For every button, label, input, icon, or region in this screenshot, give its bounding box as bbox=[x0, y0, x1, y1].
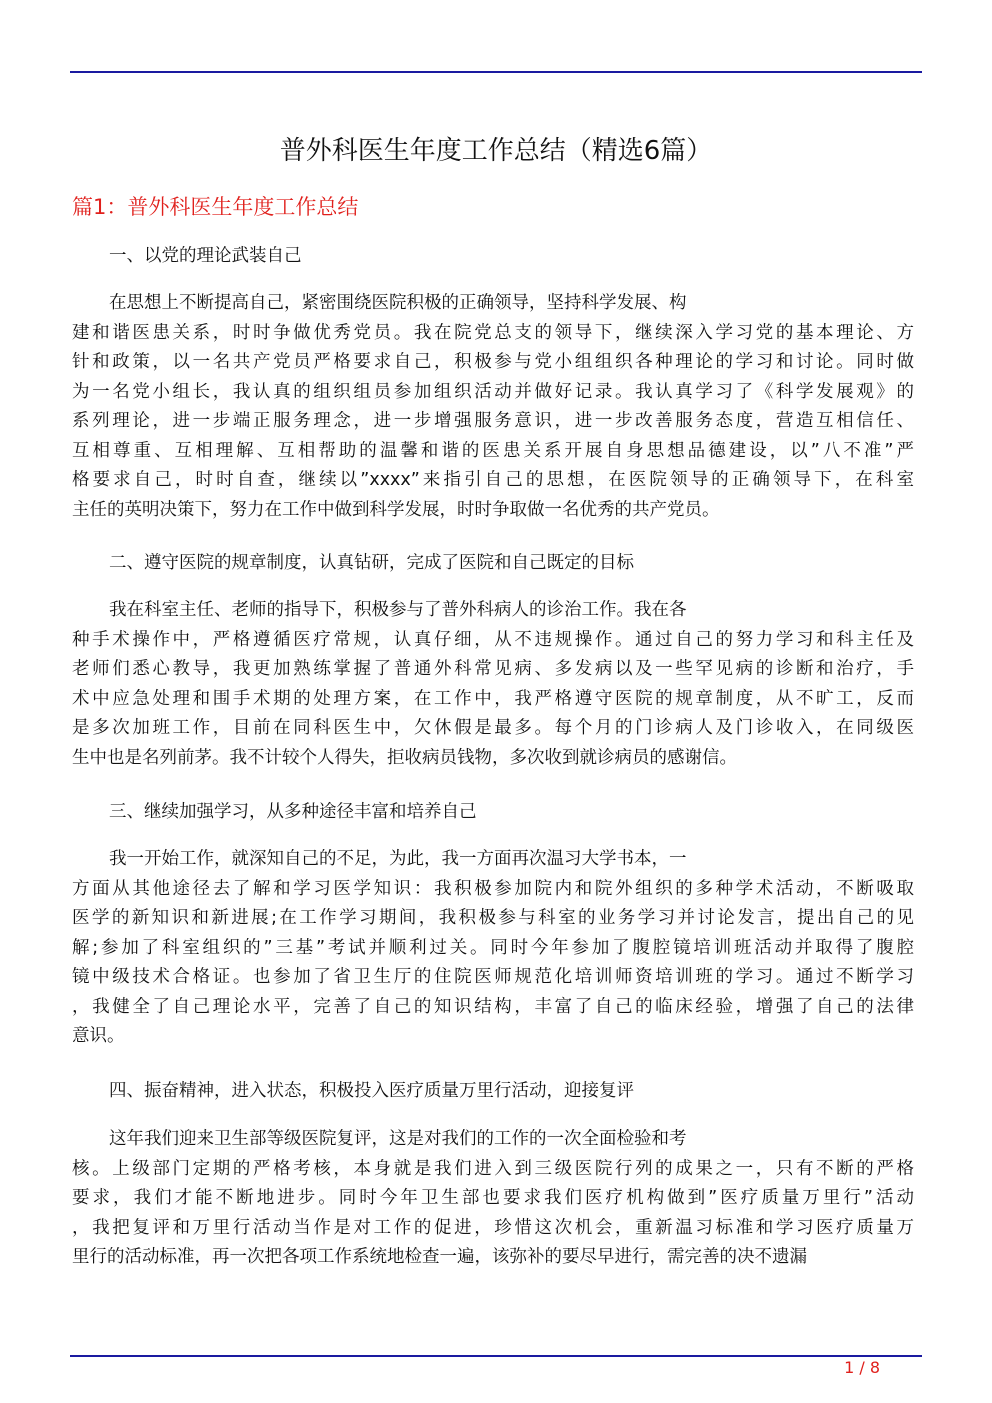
page-number: 1 / 8 bbox=[844, 1358, 880, 1377]
paragraph-line: 里行的活动标准，再一次把各项工作系统地检查一遍，该弥补的要尽早进行，需完善的决不遗漏 bbox=[72, 1247, 807, 1267]
paragraph bbox=[72, 1125, 914, 1273]
section-heading-text: 一、以党的理论武装自己 bbox=[109, 246, 302, 266]
paragraph-line: 在思想上不断提高自己，紧密围绕医院积极的正确领导，坚持科学发展、构 bbox=[109, 293, 687, 313]
section-heading bbox=[72, 549, 914, 579]
paragraph-line: 我在科室主任、老师的指导下，积极参与了普外科病人的诊治工作。我在各 bbox=[109, 600, 687, 620]
paragraph-line: 针和政策，以一名共产党员严格要求自己，积极参与党小组组织各种理论的学习和讨论。同时做 bbox=[72, 352, 914, 372]
header-rule bbox=[70, 71, 922, 73]
paragraph-line: 互相尊重、互相理解、互相帮助的温馨和谐的医患关系开展自身思想品德建设，以”八不准”严 bbox=[72, 440, 914, 461]
paragraph-line: 老师们悉心教导，我更加熟练掌握了普通外科常见病、多发病以及一些罕见病的诊断和治疗，手 bbox=[72, 659, 914, 679]
section-heading-text: 二、遵守医院的规章制度，认真钻研，完成了医院和自己既定的目标 bbox=[109, 553, 634, 573]
section-heading-text: 四、振奋精神，进入状态，积极投入医疗质量万里行活动，迎接复评 bbox=[109, 1081, 634, 1101]
paragraph-line: 建和谐医患关系，时时争做优秀党员。我在院党总支的领导下，继续深入学习党的基本理论、方 bbox=[72, 322, 914, 343]
chapter-heading: 篇1：普外科医生年度工作总结 bbox=[72, 195, 359, 219]
paragraph-line: 意识。 bbox=[72, 1026, 125, 1046]
footer-rule bbox=[70, 1355, 922, 1357]
section-heading bbox=[72, 242, 914, 272]
paragraph bbox=[72, 845, 914, 1052]
paragraph-line: 格要求自己，时时自查，继续以”xxxx”来指引自己的思想，在医院领导的正确领导下，在科室 bbox=[72, 470, 914, 490]
paragraph bbox=[72, 596, 914, 773]
paragraph-line: 医学的新知识和新进展;在工作学习期间，我积极参与科室的业务学习并讨论发言，提出自己的见 bbox=[72, 908, 914, 928]
paragraph-line: 解;参加了科室组织的”三基”考试并顺利过关。同时今年参加了腹腔镜培训班活动并取得了腹腔 bbox=[72, 937, 914, 958]
document-title: 普外科医生年度工作总结（精选6篇） bbox=[279, 136, 713, 166]
paragraph-line: 主任的英明决策下，努力在工作中做到科学发展，时时争取做一名优秀的共产党员。 bbox=[72, 499, 720, 520]
paragraph-line: 生中也是名列前茅。我不计较个人得失，拒收病员钱物，多次收到就诊病员的感谢信。 bbox=[72, 747, 737, 768]
paragraph-line: ，我把复评和万里行活动当作是对工作的促进，珍惜这次机会，重新温习标准和学习医疗质量万 bbox=[72, 1217, 914, 1238]
paragraph-line: 为一名党小组长，我认真的组织组员参加组织活动并做好记录。我认真学习了《科学发展观》的 bbox=[72, 381, 914, 402]
paragraph-line: 核。上级部门定期的严格考核，本身就是我们进入到三级医院行列的成果之一，只有不断的严格 bbox=[72, 1158, 914, 1179]
paragraph-line: 我一开始工作，就深知自己的不足，为此，我一方面再次温习大学书本，一 bbox=[109, 849, 687, 869]
paragraph-line: 要求，我们才能不断地进步。同时今年卫生部也要求我们医疗机构做到”医疗质量万里行”活动 bbox=[72, 1188, 914, 1208]
paragraph-line: 这年我们迎来卫生部等级医院复评，这是对我们的工作的一次全面检验和考 bbox=[109, 1129, 687, 1149]
paragraph bbox=[72, 289, 914, 525]
paragraph-line: 镜中级技术合格证。也参加了省卫生厅的住院医师规范化培训师资培训班的学习。通过不断学习 bbox=[72, 967, 914, 987]
paragraph-line: 方面从其他途径去了解和学习医学知识：我积极参加院内和院外组织的多种学术活动，不断吸取 bbox=[72, 878, 914, 899]
section-heading bbox=[72, 798, 914, 828]
paragraph-line: 系列理论，进一步端正服务理念，进一步增强服务意识，进一步改善服务态度，营造互相信任、 bbox=[72, 411, 914, 431]
paragraph-line: 是多次加班工作，目前在同科医生中，欠休假是最多。每个月的门诊病人及门诊收入，在同级医 bbox=[72, 718, 914, 738]
section-heading-text: 三、继续加强学习，从多种途径丰富和培养自己 bbox=[109, 802, 477, 822]
paragraph-line: 术中应急处理和围手术期的处理方案，在工作中，我严格遵守医院的规章制度，从不旷工，反而 bbox=[72, 688, 914, 709]
section-heading bbox=[72, 1077, 914, 1107]
paragraph-line: 种手术操作中，严格遵循医疗常规，认真仔细，从不违规操作。通过自己的努力学习和科主任及 bbox=[72, 629, 914, 650]
paragraph-line: ，我健全了自己理论水平，完善了自己的知识结构，丰富了自己的临床经验，增强了自己的法律 bbox=[72, 996, 914, 1017]
